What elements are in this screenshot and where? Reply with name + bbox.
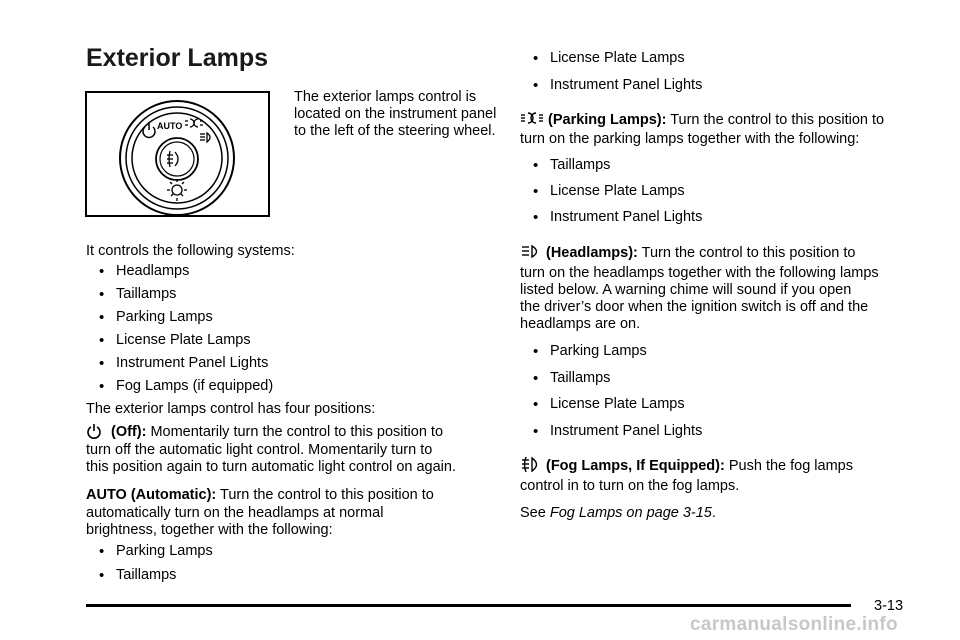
list-item: • Taillamps [116, 286, 176, 303]
list-item: • License Plate Lamps [116, 332, 251, 349]
headlamp-symbol-icon [200, 133, 210, 142]
off-text-2: turn off the automatic light control. Momentarily turn to [86, 442, 433, 458]
dash-light-icon [167, 179, 187, 201]
list-item: • License Plate Lamps [550, 396, 685, 413]
parking-term: (Parking Lamps): [548, 112, 667, 128]
fog-term: (Fog Lamps, If Equipped): [546, 458, 725, 474]
list-item: • Instrument Panel Lights [550, 423, 702, 440]
off-symbol-icon [143, 122, 155, 137]
headlamps-text-5: headlamps are on. [520, 316, 641, 332]
fog-text-1: Push the fog lamps [728, 458, 853, 474]
off-text-3: this position again to turn automatic light control on again. [86, 459, 456, 475]
list-item: • Instrument Panel Lights [116, 355, 268, 372]
watermark: carmanualsonline.info [690, 614, 898, 635]
parking-lamps-icon [520, 111, 544, 125]
list-item: • Parking Lamps [116, 543, 213, 560]
headlamps-text-4: the driver’s door when the ignition switch is off and the [520, 299, 869, 315]
fog-text-2: control in to turn on the fog lamps. [520, 478, 740, 494]
see-suffix: . [711, 505, 716, 521]
systems-lead: It controls the following systems: [86, 243, 295, 259]
list-item: • Instrument Panel Lights [550, 77, 702, 94]
fog-lamp-center-icon [167, 151, 178, 167]
parking-text-2: turn on the parking lamps together with the following: [520, 131, 860, 147]
intro-text: The exterior lamps control is located on the instrument panel to the left of the steering wheel. [294, 89, 497, 139]
fog-lamps-icon [520, 456, 542, 473]
off-term: (Off): [111, 424, 147, 440]
list-item: • Taillamps [116, 567, 176, 584]
list-item: • Headlamps [116, 263, 189, 280]
headlamps-text-2: turn on the headlamps together with the following lamps [520, 265, 879, 281]
list-item: • Taillamps [550, 157, 610, 174]
headlamps-text-1: Turn the control to this position to [641, 245, 856, 261]
parking-text-1: Turn the control to this position to [670, 112, 885, 128]
headlamps-text-3: listed below. A warning chime will sound if you open [520, 282, 852, 298]
page-title: Exterior Lamps [86, 44, 269, 72]
list-item: • License Plate Lamps [550, 50, 685, 67]
lamp-control-figure [85, 91, 270, 217]
auto-text-2: automatically turn on the headlamps at normal [86, 505, 384, 521]
list-item: • Fog Lamps (if equipped) [116, 378, 273, 395]
auto-label: AUTO [157, 121, 183, 131]
auto-text-3: brightness, together with the following: [86, 522, 333, 538]
list-item: • Parking Lamps [116, 309, 213, 326]
lamp-control-dial-icon [87, 93, 268, 215]
page-number: 3-13 [874, 598, 904, 614]
list-item: • Instrument Panel Lights [550, 209, 702, 226]
list-item: • Taillamps [550, 370, 610, 387]
list-item: • Parking Lamps [550, 343, 647, 360]
see-prefix: See [520, 505, 546, 521]
auto-term: AUTO (Automatic): [86, 487, 217, 503]
footer-rule [86, 604, 851, 607]
off-text-1: Momentarily turn the control to this position to [150, 424, 444, 440]
positions-lead: The exterior lamps control has four positions: [86, 401, 376, 417]
headlamps-icon [520, 244, 542, 259]
auto-text-1: Turn the control to this position to [220, 487, 434, 503]
list-item: • License Plate Lamps [550, 183, 685, 200]
fog-lamps-link[interactable]: Fog Lamps on page 3-15 [549, 505, 712, 521]
off-icon [86, 423, 102, 440]
headlamps-term: (Headlamps): [546, 245, 638, 261]
